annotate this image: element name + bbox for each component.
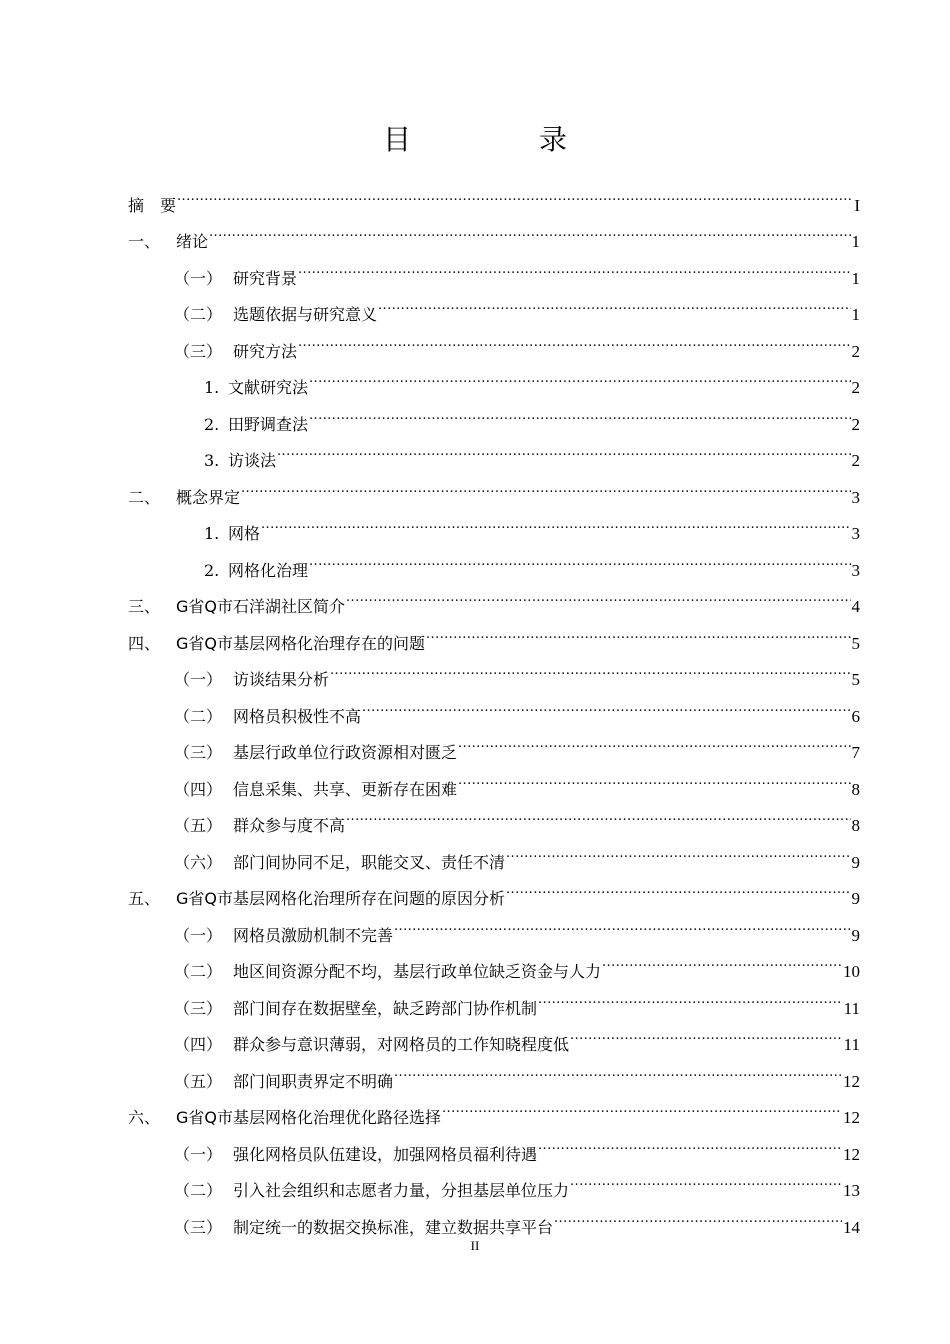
table-of-contents — [128, 174, 860, 1237]
toc-dot-leader — [506, 868, 851, 905]
toc-entry-page: 4 — [851, 597, 860, 616]
toc-entry-page: 2 — [851, 451, 860, 470]
toc-entry-number: 摘 要 — [128, 195, 177, 215]
toc-entry-page: 11 — [843, 1035, 860, 1054]
toc-entry-title: 研究背景 — [233, 268, 298, 288]
toc-entry-number: （一） — [174, 670, 223, 689]
toc-entry-page: 10 — [843, 962, 860, 981]
toc-dot-leader — [298, 320, 850, 357]
toc-entry-title: 信息采集、共享、更新存在困难 — [233, 779, 458, 799]
toc-entry-page: 6 — [851, 706, 860, 726]
toc-entry-number: 2. — [204, 414, 220, 434]
toc-entry-title: 文献研究法 — [228, 378, 309, 397]
toc-entry-number: （一） — [174, 925, 223, 945]
toc-dot-leader — [309, 393, 850, 430]
toc-entry-title: 网格员激励机制不完善 — [233, 925, 394, 945]
toc-dot-leader — [538, 1123, 842, 1160]
toc-entry-number: 六、 — [128, 1108, 161, 1127]
toc-entry-title: 网格 — [228, 524, 261, 543]
toc-dot-leader — [394, 904, 850, 941]
toc-entry-number: （三） — [174, 998, 223, 1018]
toc-dot-leader — [309, 357, 850, 394]
toc-entry-page: 9 — [851, 889, 860, 908]
toc-entry-title: 绪论 — [176, 232, 209, 251]
toc-entry-page: 2 — [851, 414, 860, 434]
toc-dot-leader — [241, 466, 850, 503]
toc-entry-title: 部门间存在数据壁垒，缺乏跨部门协作机制 — [233, 998, 538, 1018]
toc-entry-number: （二） — [174, 962, 223, 981]
toc-entry-page: 8 — [851, 816, 860, 835]
toc-entry-title: 选题依据与研究意义 — [233, 305, 378, 324]
toc-entry-page: 7 — [851, 743, 860, 762]
toc-entry[interactable] — [128, 247, 860, 288]
toc-entry-number: （二） — [174, 706, 223, 726]
toc-entry-number: 1. — [204, 378, 220, 397]
toc-entry-title: G省Q市基层网格化治理存在的问题 — [176, 633, 425, 653]
toc-entry-title: 地区间资源分配不均，基层行政单位缺乏资金与人力 — [233, 962, 602, 981]
toc-dot-leader — [538, 977, 843, 1014]
toc-entry[interactable] — [128, 174, 860, 215]
toc-dot-leader — [330, 649, 850, 686]
toc-entry-page: I — [854, 195, 860, 215]
toc-entry-title: 强化网格员队伍建设，加强网格员福利待遇 — [233, 1144, 538, 1164]
toc-entry-number: （四） — [174, 779, 223, 799]
toc-dot-leader — [394, 1050, 842, 1087]
toc-entry-title: 部门间职责界定不明确 — [233, 1071, 394, 1091]
toc-entry-page: 2 — [851, 378, 860, 397]
toc-dot-leader — [309, 539, 850, 576]
toc-entry-page: 11 — [843, 998, 860, 1018]
toc-entry-number: （一） — [174, 268, 223, 288]
toc-entry-number: （四） — [174, 1035, 223, 1054]
toc-entry-title: 网格员积极性不高 — [233, 706, 362, 726]
toc-entry-page: 8 — [851, 779, 860, 799]
toc-entry-number: 五、 — [128, 889, 161, 908]
toc-entry-title: 田野调查法 — [228, 414, 309, 434]
toc-entry-number: （二） — [174, 305, 223, 324]
toc-dot-leader — [346, 795, 850, 832]
toc-entry-page: 2 — [851, 341, 860, 361]
toc-entry-number: 二、 — [128, 487, 161, 507]
toc-entry-title: 访谈法 — [228, 451, 277, 470]
toc-entry-number: 1. — [204, 524, 220, 543]
toc-dot-leader — [458, 722, 850, 759]
toc-entry-number: （二） — [174, 1181, 223, 1200]
toc-entry-number: 一、 — [128, 232, 161, 251]
toc-entry-page: 12 — [843, 1108, 860, 1127]
toc-entry-title: 基层行政单位行政资源相对匮乏 — [233, 743, 458, 762]
toc-entry-title: G省Q市石洋湖社区简介 — [176, 597, 345, 616]
toc-dot-leader — [570, 1014, 843, 1051]
toc-entry-page: 5 — [851, 670, 860, 689]
toc-entry-page: 9 — [851, 852, 860, 872]
toc-entry-number: （五） — [174, 1071, 223, 1091]
toc-entry-page: 13 — [843, 1181, 860, 1200]
toc-entry[interactable] — [128, 211, 860, 251]
toc-entry-title: 制定统一的数据交换标准，建立数据共享平台 — [233, 1217, 554, 1237]
toc-entry-title: 部门间协同不足，职能交叉、责任不清 — [233, 852, 506, 872]
toc-dot-leader — [442, 1087, 842, 1124]
toc-entry-number: 2. — [204, 560, 220, 580]
toc-entry-title: G省Q市基层网格化治理所存在问题的原因分析 — [176, 889, 505, 908]
toc-entry-number: （三） — [174, 1217, 223, 1237]
toc-entry-number: （一） — [174, 1144, 223, 1164]
toc-dot-leader — [426, 612, 851, 649]
toc-dot-leader — [209, 211, 850, 248]
toc-dot-leader — [506, 831, 850, 868]
page-number: II — [470, 1238, 480, 1253]
page-title: 目 录 — [382, 123, 617, 156]
toc-dot-leader — [177, 174, 853, 211]
toc-entry-number: 三、 — [128, 597, 161, 616]
toc-dot-leader — [602, 941, 842, 978]
toc-entry-page: 1 — [851, 268, 860, 288]
toc-entry-title: 群众参与意识薄弱，对网格员的工作知晓程度低 — [233, 1035, 570, 1054]
toc-dot-leader — [346, 576, 851, 613]
toc-entry-page: 12 — [843, 1071, 860, 1091]
toc-entry-page: 1 — [851, 232, 860, 251]
toc-dot-leader — [362, 685, 850, 722]
toc-entry-page: 14 — [843, 1217, 860, 1237]
toc-entry-page: 9 — [851, 925, 860, 945]
toc-entry-number: （三） — [174, 341, 223, 361]
toc-entry-number: 四、 — [128, 633, 161, 653]
toc-dot-leader — [570, 1160, 842, 1197]
toc-dot-leader — [261, 503, 850, 540]
toc-entry-title: 网格化治理 — [228, 560, 309, 580]
toc-entry-title: 概念界定 — [176, 487, 241, 507]
toc-entry-page: 3 — [851, 524, 860, 543]
toc-entry-number: 3. — [204, 451, 220, 470]
toc-entry-title: 引入社会组织和志愿者力量，分担基层单位压力 — [233, 1181, 570, 1200]
toc-entry-page: 3 — [851, 487, 860, 507]
toc-entry-page: 12 — [843, 1144, 860, 1164]
toc-entry-number: （三） — [174, 743, 223, 762]
toc-entry-title: 研究方法 — [233, 341, 298, 361]
toc-entry-number: （五） — [174, 816, 223, 835]
toc-entry-title: 访谈结果分析 — [233, 670, 330, 689]
toc-dot-leader — [277, 430, 850, 467]
toc-entry-title: G省Q市基层网格化治理优化路径选择 — [176, 1108, 441, 1127]
toc-dot-leader — [554, 1196, 842, 1233]
toc-dot-leader — [298, 247, 850, 284]
toc-entry-page: 3 — [851, 560, 860, 580]
toc-entry-page: 1 — [851, 305, 860, 324]
toc-dot-leader — [378, 284, 850, 321]
toc-entry-number: （六） — [174, 852, 223, 872]
toc-entry-page: 5 — [851, 633, 860, 653]
toc-dot-leader — [458, 758, 850, 795]
toc-entry-title: 群众参与度不高 — [233, 816, 346, 835]
